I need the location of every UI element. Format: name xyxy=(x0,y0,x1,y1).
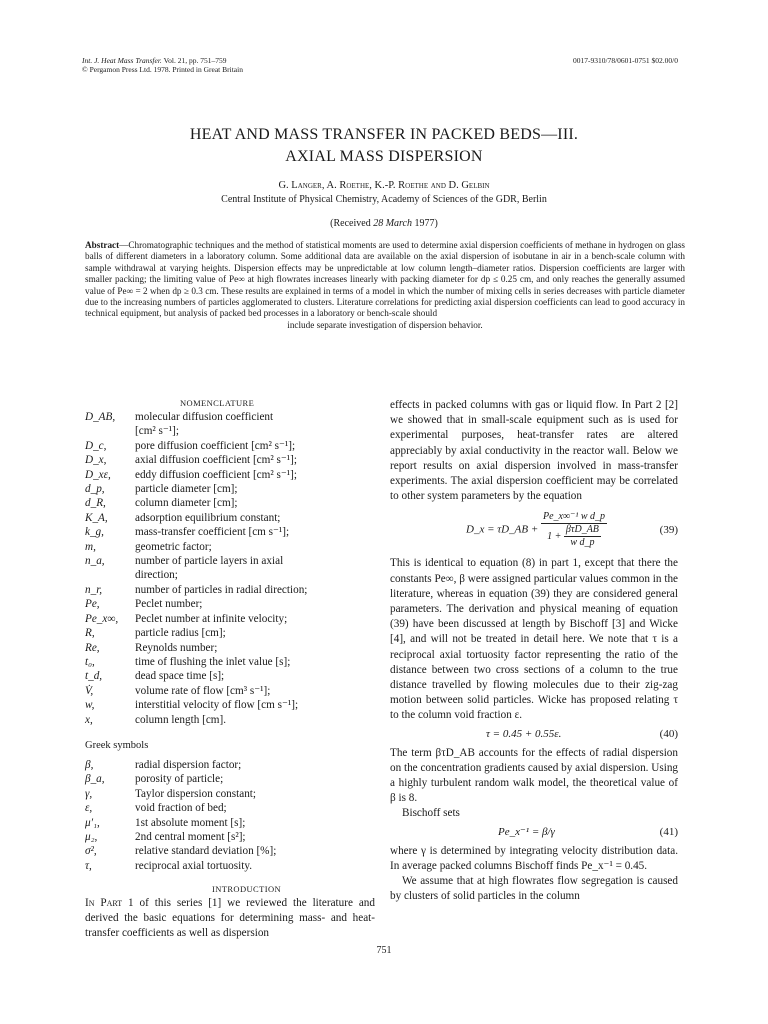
nomenclature-entry xyxy=(85,612,375,626)
nomenclature-definition: time of flushing the inlet value [s]; xyxy=(135,655,291,668)
nomenclature-entry xyxy=(85,453,375,467)
article-code: 0017-9310/78/0601-0751 $02.00/0 xyxy=(573,56,678,65)
paper-title xyxy=(0,124,768,168)
nomenclature-symbol: x, xyxy=(85,713,93,726)
eq41-number: (41) xyxy=(659,826,678,839)
nomenclature-definition: column length [cm]. xyxy=(135,713,227,726)
equation-40: τ = 0.45 + 0.55ε. (40) xyxy=(390,726,678,744)
nomenclature-symbol: Re, xyxy=(85,641,100,654)
greek-symbol-definition: void fraction of bed; xyxy=(135,802,227,815)
nomenclature-symbol: D_xε, xyxy=(85,468,111,481)
nomenclature-symbol: n_a, xyxy=(85,555,105,568)
nomenclature-definition: adsorption equilibrium constant; xyxy=(135,511,281,524)
nomenclature-list xyxy=(85,410,375,727)
nomenclature-symbol: R, xyxy=(85,627,95,640)
nomenclature-entry xyxy=(85,540,375,554)
greek-symbol-definition: reciprocal axial tortuosity. xyxy=(135,859,253,872)
abstract-text: —Chromatographic techniques and the method of statistical moments are used to determine axial dispersion coefficients of methane in hydrogen on glass balls of different diameters in a laboratory column. Some additional data are available on the axial dispersion of isobutane in air in a bench-scale column with sample withdrawal at varying heights. Dispersion effects may be unpredictable at low column length–diameter ratios. Dispersion coefficients are larger with smaller packing; the limiting value of Pe∞ at high flowrates increases linearly with packing diameter for dp ≤ 0.25 cm, and only reaches the generally assumed value of Pe∞ = 2 when dp ≥ 0.3 cm. These results are explained in terms of a model in which the number of mixing cells in series decreases with particle diameter due to the increasing numbers of particles agglomerated to clusters. Literature correlations for predicting axial dispersion coefficients can lead to good accuracy in technical equipment, but analysis of packed bed processes in a laboratory or bench-scale should xyxy=(85,240,685,319)
eq40-number: (40) xyxy=(659,728,678,741)
greek-symbol-symbol: τ, xyxy=(85,859,92,872)
nomenclature-definition: pore diffusion coefficient [cm² s⁻¹]; xyxy=(135,439,296,452)
nomenclature-entry xyxy=(85,496,375,510)
greek-symbol-entry xyxy=(85,830,375,844)
paragraph-5: where γ is determined by integrating velocity distribution data. In average packed columns Bischoff finds Pe_x⁻¹ = 0.45. xyxy=(390,844,678,872)
nomenclature-symbol: t₀, xyxy=(85,655,95,668)
nomenclature-definition: particle diameter [cm]; xyxy=(135,483,238,496)
right-column xyxy=(390,398,678,904)
nomenclature-definition: Peclet number at infinite velocity; xyxy=(135,612,288,625)
nomenclature-definition: direction; xyxy=(135,569,178,582)
affiliation: Central Institute of Physical Chemistry, Academy of Sciences of the GDR, Berlin xyxy=(221,194,547,205)
nomenclature-entry xyxy=(85,655,375,669)
eq39-lhs: D_x = τD_AB + xyxy=(466,523,539,536)
nomenclature-symbol: k_g, xyxy=(85,526,104,539)
eq39-numerator: Pe_x∞⁻¹ w d_p xyxy=(543,511,606,523)
greek-symbol-definition: 2nd central moment [s²]; xyxy=(135,831,246,844)
nomenclature-entry xyxy=(85,626,375,640)
journal-volume: Vol. 21, pp. 751–759 xyxy=(163,56,227,65)
introduction-heading: INTRODUCTION xyxy=(212,884,282,894)
author-list: G. Langer, A. Roethe, K.-P. Roethe and D. Gelbin xyxy=(278,180,490,191)
greek-symbol-entry xyxy=(85,859,375,873)
title-line-2: AXIAL MASS DISPERSION xyxy=(285,148,483,165)
greek-symbol-entry xyxy=(85,758,375,772)
nomenclature-entry xyxy=(85,424,375,438)
nomenclature-definition: geometric factor; xyxy=(135,540,212,553)
nomenclature-definition: axial diffusion coefficient [cm² s⁻¹]; xyxy=(135,454,297,467)
greek-symbol-entry xyxy=(85,772,375,786)
nomenclature-entry xyxy=(85,597,375,611)
nomenclature-definition: [cm² s⁻¹]; xyxy=(135,425,179,438)
nomenclature-definition: Peclet number; xyxy=(135,598,203,611)
greek-symbol-symbol: β_a, xyxy=(85,773,105,786)
greek-symbol-symbol: σ², xyxy=(85,845,97,858)
nomenclature-symbol: K_A, xyxy=(85,511,108,524)
greek-symbol-symbol: γ, xyxy=(85,787,93,800)
nomenclature-definition: volume rate of flow [cm³ s⁻¹]; xyxy=(135,684,271,697)
paragraph-2: This is identical to equation (8) in part 1, except that there the constants Pe∞, β were assigned particular values common in the literature, whereas in equation (39) they are considered general parameters. The derivation and physical meaning of equation (39) have been discussed at length by Bischoff [3] and Wicke [4], and will not be treated in detail here. We note that τ is a reciprocal axial tortuosity factor representing the ratio of the distance between two cross sections of a column to the true distance travelled by flowing molecules due to their zig-zag motion between solid particles. Wicke has proposed relating τ to the column void fraction ε. xyxy=(390,557,678,722)
greek-symbol-definition: Taylor dispersion constant; xyxy=(135,787,257,800)
greek-symbol-definition: porosity of particle; xyxy=(135,773,224,786)
greek-symbol-symbol: β, xyxy=(85,759,94,771)
nomenclature-symbol: t_d, xyxy=(85,670,103,683)
nomenclature-entry xyxy=(85,583,375,597)
intro-body: 1 of this series [1] we reviewed the literature and derived the basic equations for determining mass- and heat-transfer coefficients as well as dispersion xyxy=(85,897,375,940)
greek-symbol-symbol: μ′₁, xyxy=(85,816,100,829)
greek-symbol-entry xyxy=(85,844,375,858)
greek-symbol-definition: 1st absolute moment [s]; xyxy=(135,816,246,829)
nomenclature-definition: mass-transfer coefficient [cm s⁻¹]; xyxy=(135,526,290,539)
eq39-denominator: 1 + $\frac{\text{βτD\_AB}}{\text{w d\_p}}$ xyxy=(547,524,599,549)
introduction-text xyxy=(85,896,375,942)
nomenclature-entry xyxy=(85,554,375,568)
nomenclature-entry xyxy=(85,713,375,727)
greek-symbol-entry xyxy=(85,816,375,830)
nomenclature-symbol: D_c, xyxy=(85,439,107,452)
authors xyxy=(0,180,768,191)
nomenclature-definition: eddy diffusion coefficient [cm² s⁻¹]; xyxy=(135,468,297,481)
journal-name: Int. J. Heat Mass Transfer. xyxy=(82,56,162,65)
intro-lead: In Part xyxy=(85,897,123,909)
greek-symbol-entry xyxy=(85,801,375,815)
greek-symbol-symbol: μ₂, xyxy=(85,831,98,844)
nomenclature-entry xyxy=(85,410,375,424)
abstract xyxy=(85,240,685,331)
nomenclature-definition: column diameter [cm]; xyxy=(135,497,238,510)
nomenclature-definition: dead space time [s]; xyxy=(135,670,225,683)
nomenclature-symbol: n_r, xyxy=(85,583,103,596)
received-date: (Received 28 March 1977) xyxy=(330,218,438,229)
nomenclature-entry xyxy=(85,482,375,496)
equation-39 xyxy=(390,506,678,554)
paragraph-1: effects in packed columns with gas or liquid flow. In Part 2 [2] we showed that in small-scale equipment such as is used for experimental purposes, heat-transfer rates are altered appreciably by axial conductivity in the reactor wall. Below we report results on axial dispersion involved in mass-transfer experiments. The axial dispersion coefficient may be correlated to other system parameters by the equation xyxy=(390,399,678,503)
nomenclature-definition: molecular diffusion coefficient xyxy=(135,411,274,423)
title-line-1: HEAT AND MASS TRANSFER IN PACKED BEDS—III. xyxy=(189,126,579,143)
nomenclature-symbol: d_R, xyxy=(85,497,106,510)
nomenclature-symbol: d_p, xyxy=(85,483,105,496)
nomenclature-symbol: w, xyxy=(85,699,95,712)
greek-symbol-symbol: ε, xyxy=(85,802,93,815)
paragraph-4: Bischoff sets xyxy=(402,807,460,820)
nomenclature-symbol: V̇, xyxy=(85,684,94,697)
nomenclature-definition: particle radius [cm]; xyxy=(135,627,226,640)
nomenclature-entry xyxy=(85,698,375,712)
paragraph-6: We assume that at high flowrates flow segregation is caused by clusters of solid particles in the column xyxy=(390,875,678,903)
publisher-line: © Pergamon Press Ltd. 1978. Printed in Great Britain xyxy=(82,65,243,74)
nomenclature-entry xyxy=(85,568,375,582)
nomenclature-symbol: m, xyxy=(85,540,96,553)
nomenclature-symbol: Pe, xyxy=(85,598,100,611)
nomenclature-definition: Reynolds number; xyxy=(135,641,218,654)
nomenclature-symbol xyxy=(85,424,135,438)
abstract-label: Abstract xyxy=(85,240,120,250)
journal-header xyxy=(82,56,243,74)
eq39-number: (39) xyxy=(659,523,678,536)
greek-symbol-definition: radial dispersion factor; xyxy=(135,759,242,771)
nomenclature-entry xyxy=(85,641,375,655)
greek-symbols-heading: Greek symbols xyxy=(85,740,149,751)
nomenclature-definition: number of particles in radial direction; xyxy=(135,583,308,596)
eq39-fraction xyxy=(541,511,607,549)
nomenclature-definition: interstitial velocity of flow [cm s⁻¹]; xyxy=(135,699,299,712)
greek-symbol-entry xyxy=(85,787,375,801)
equation-41: Pe_x⁻¹ = β/γ (41) xyxy=(390,824,678,842)
greek-symbols-list xyxy=(85,758,375,873)
nomenclature-definition: number of particle layers in axial xyxy=(135,555,284,568)
nomenclature-symbol xyxy=(85,568,135,582)
nomenclature-entry xyxy=(85,669,375,683)
nomenclature-heading: NOMENCLATURE xyxy=(180,398,255,408)
abstract-last-line: include separate investigation of dispersion behavior. xyxy=(287,319,483,330)
page-number: 751 xyxy=(376,945,392,956)
nomenclature-symbol: D_AB, xyxy=(85,411,116,423)
nomenclature-symbol: D_x, xyxy=(85,454,107,467)
nomenclature-entry xyxy=(85,468,375,482)
nomenclature-entry xyxy=(85,439,375,453)
paragraph-3: The term βτD_AB accounts for the effects of radial dispersion on the concentration gradients caused by axial dispersion. Using a highly turbulent random walk model, the theoretical value of β is 8. xyxy=(390,746,679,805)
greek-symbol-definition: relative standard deviation [%]; xyxy=(135,845,277,858)
nomenclature-entry xyxy=(85,525,375,539)
nomenclature-entry xyxy=(85,511,375,525)
nomenclature-symbol: Pe_x∞, xyxy=(85,612,119,625)
nomenclature-entry xyxy=(85,684,375,698)
